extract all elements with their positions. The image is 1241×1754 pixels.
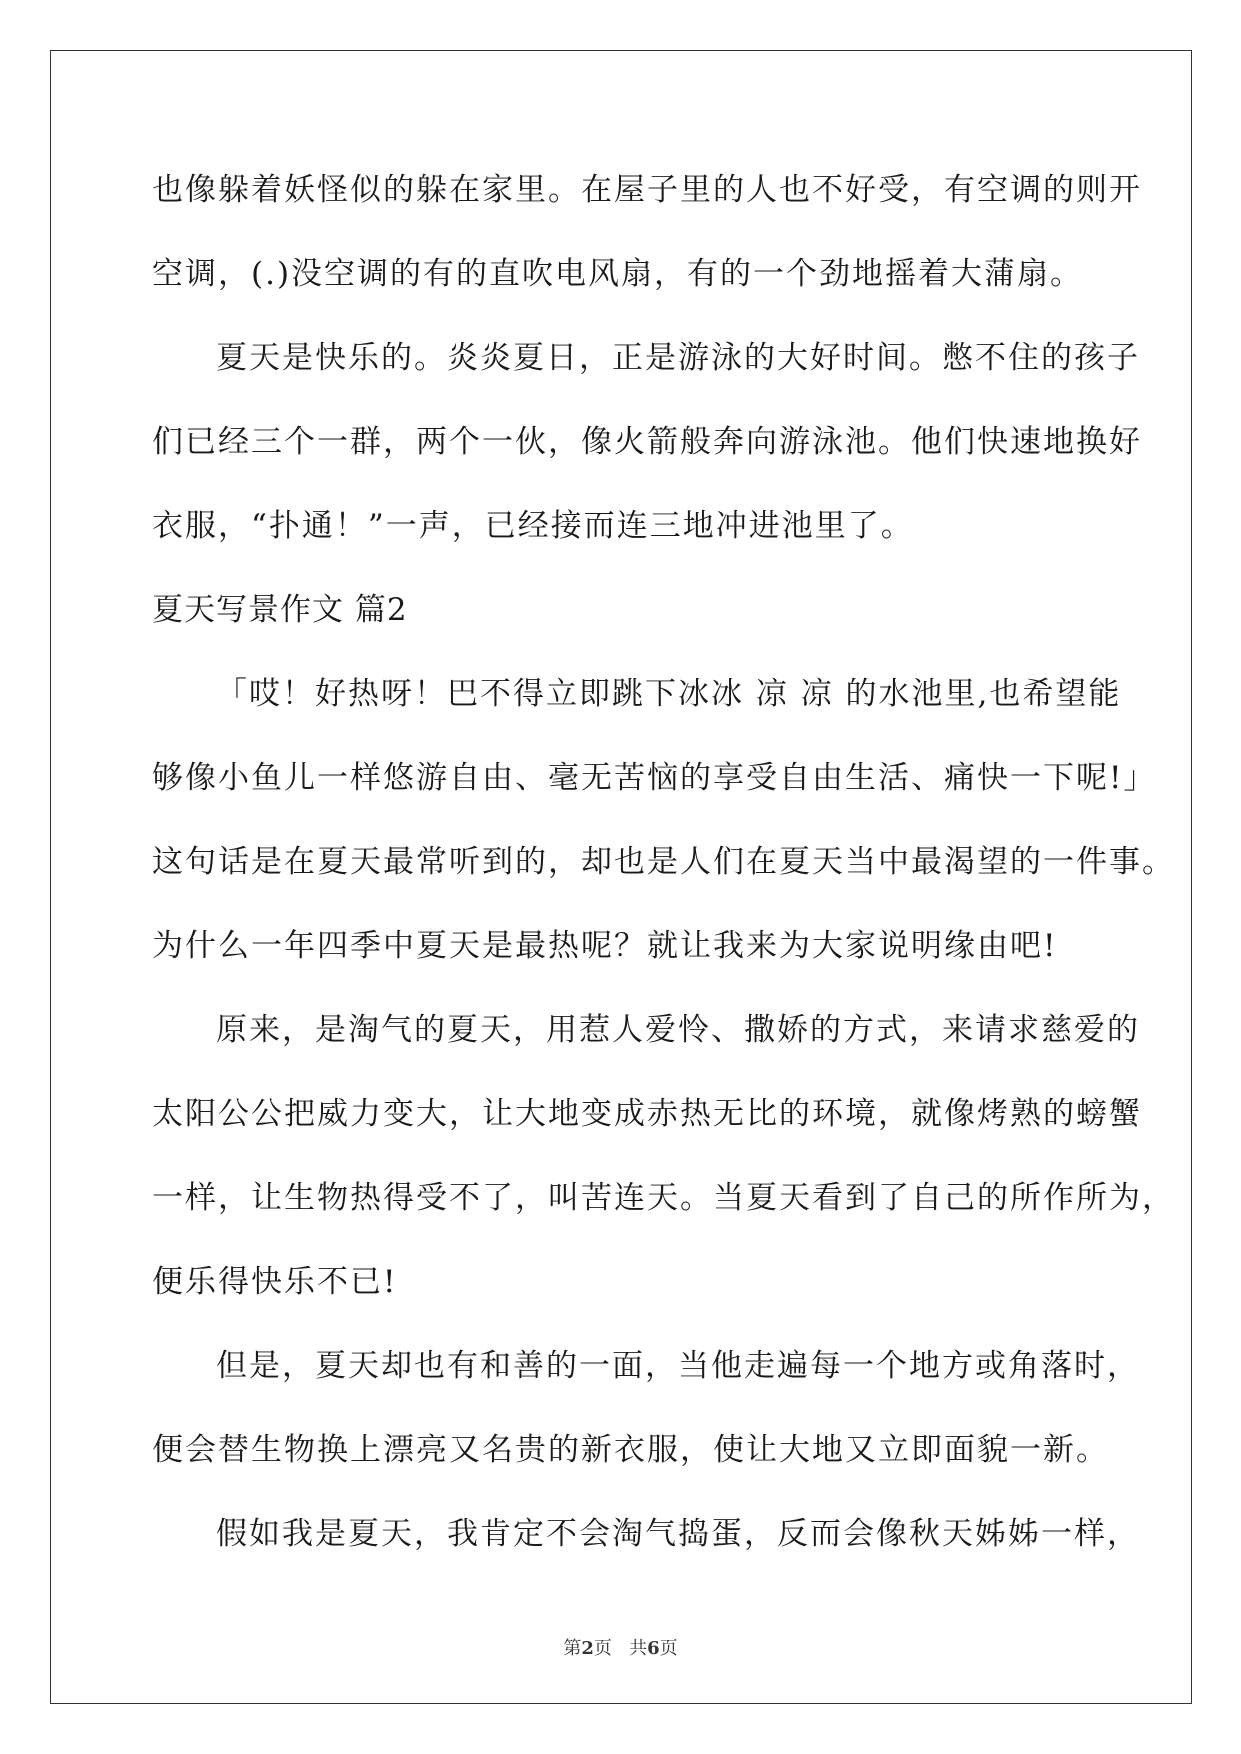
total-pages: 6	[647, 1638, 660, 1659]
text-line: 也像躲着妖怪似的躲在家里。在屋子里的人也不好受，有空调的则开	[152, 172, 1142, 208]
text-line: 衣服，“扑通！”一声，已经接而连三地冲进池里了。	[152, 508, 914, 544]
paragraph-start: 假如我是夏天，我肯定不会淘气捣蛋，反而会像秋天姊姊一样，	[216, 1516, 1140, 1552]
document-body	[152, 160, 1175, 1588]
text-line: 空调，(.)没空调的有的直吹电风扇，有的一个劲地摇着大蒲扇。	[152, 256, 1084, 292]
total-prefix: 共	[629, 1638, 648, 1659]
text-line: 一样，让生物热得受不了，叫苦连天。当夏天看到了自己的所作所为，	[152, 1180, 1175, 1216]
page-footer	[0, 1634, 1241, 1660]
text-line: 为什么一年四季中夏天是最热呢？就让我来为大家说明缘由吧!	[152, 928, 1058, 964]
text-line: 够像小鱼儿一样悠游自由、毫无苦恼的享受自由生活、痛快一下呢!」	[152, 760, 1157, 796]
text-line: 便会替生物换上漂亮又名贵的新衣服，使让大地又立即面貌一新。	[152, 1432, 1109, 1468]
page-prefix: 第	[563, 1638, 582, 1659]
total-suffix: 页	[659, 1638, 678, 1659]
text-line: 这句话是在夏天最常听到的，却也是人们在夏天当中最渴望的一件事。	[152, 844, 1175, 880]
section-heading: 夏天写景作文 篇2	[152, 592, 408, 628]
paragraph-start: 但是，夏天却也有和善的一面，当他走遍每一个地方或角落时，	[216, 1348, 1140, 1384]
text-line: 便乐得快乐不已!	[152, 1264, 398, 1300]
paragraph-start: 夏天是快乐的。炎炎夏日，正是游泳的大好时间。憋不住的孩子	[216, 340, 1140, 376]
page-suffix: 页	[593, 1638, 612, 1659]
text-line: 太阳公公把威力变大，让大地变成赤热无比的环境，就像烤熟的螃蟹	[152, 1096, 1142, 1132]
paragraph-start: 「哎！好热呀！巴不得立即跳下冰冰 凉 凉 的水池里,也希望能	[216, 676, 1122, 712]
text-line: 们已经三个一群，两个一伙，像火箭般奔向游泳池。他们快速地换好	[152, 424, 1142, 460]
paragraph-start: 原来，是淘气的夏天，用惹人爱怜、撒娇的方式，来请求慈爱的	[216, 1012, 1140, 1048]
page-number: 2	[581, 1638, 594, 1659]
